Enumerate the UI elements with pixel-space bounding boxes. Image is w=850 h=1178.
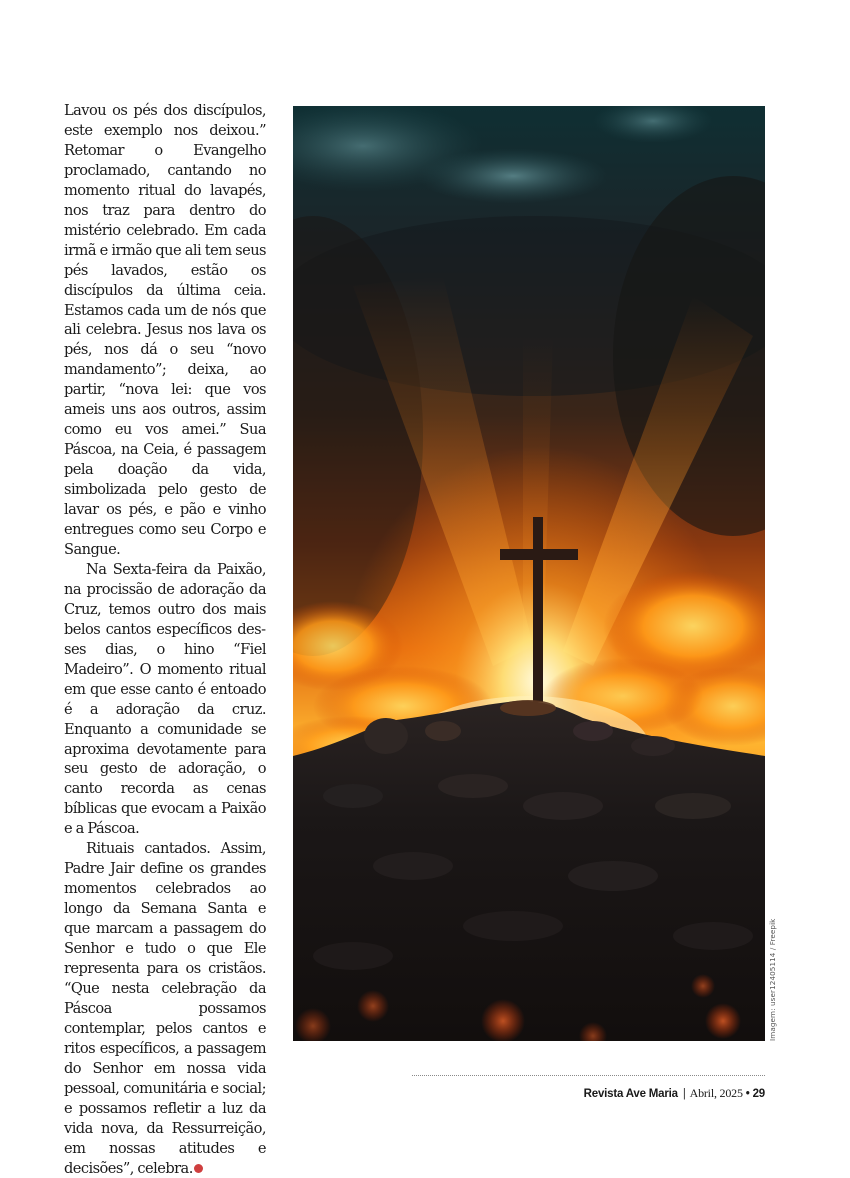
page-footer [584,1086,765,1101]
image-credit: Imagem: user12405114 / Freepik [768,918,777,1041]
article-paragraph-last [64,839,266,1178]
page-number: 29 [752,1088,765,1100]
article-paragraph-text: Rituais cantados. Assim, Padre Jair define os grandes momentos celebrados ao longo da Semana Santa e que marcam a passagem do Senhor e tudo o que Ele representa para os cristãos. “Que nesta celebração da Páscoa possamos contemplar, pelos cantos e ritos específicos, a passagem do Senhor em nossa vida pessoal, comunitária e social; e possamos refletir a luz da vida nova, da Ressurreição, em nossas atitudes e decisões”, celebra. [64,840,266,1177]
end-of-article-dot-icon [194,1164,203,1173]
footer-bullet: • [745,1088,750,1100]
issue-date: Abril, 2025 [689,1086,743,1100]
magazine-name: Revista Ave Maria [583,1088,678,1100]
footer-divider [412,1075,765,1076]
article-paragraph: Lavou os pés dos discípulos, este exemplo nos deixou.” Retomar o Evangelho proclamado, cantando no momento ritual do lavapés, nos traz para dentro do mistério celebrado. Em cada irmã e irmão que ali tem seus pés lavados, estão os discípulos da última ceia. Estamos cada um de nós que ali celebra. Jesus nos lava os pés, nos dá o seu “novo mandamento”; deixa, ao partir, “nova lei: que vos ameis uns aos outros, assim como eu vos amei.” Sua Páscoa, na Ceia, é passagem pela doação da vida, simbolizada pelo gesto de lavar os pés, e pão e vinho entregues como seu Corpo e Sangue. [64,102,266,558]
article-text-column [64,101,266,1178]
footer-separator: | [682,1088,686,1100]
article-paragraph: Na Sexta-feira da Paixão, na procissão de adoração da Cruz, temos outro dos mais belos cantos específicos desses dias, o hino “Fiel Madeiro”. O momento ritual em que esse canto é entoado é a adoração da cruz. Enquanto a comunidade se aproxima devotamente para seu gesto de adoração, o canto recorda as cenas bíblicas que evocam a Paixão e a Páscoa. [64,560,266,838]
cross-at-sunset-photo [293,106,765,1041]
cross-at-sunset-illustration [293,106,765,1041]
